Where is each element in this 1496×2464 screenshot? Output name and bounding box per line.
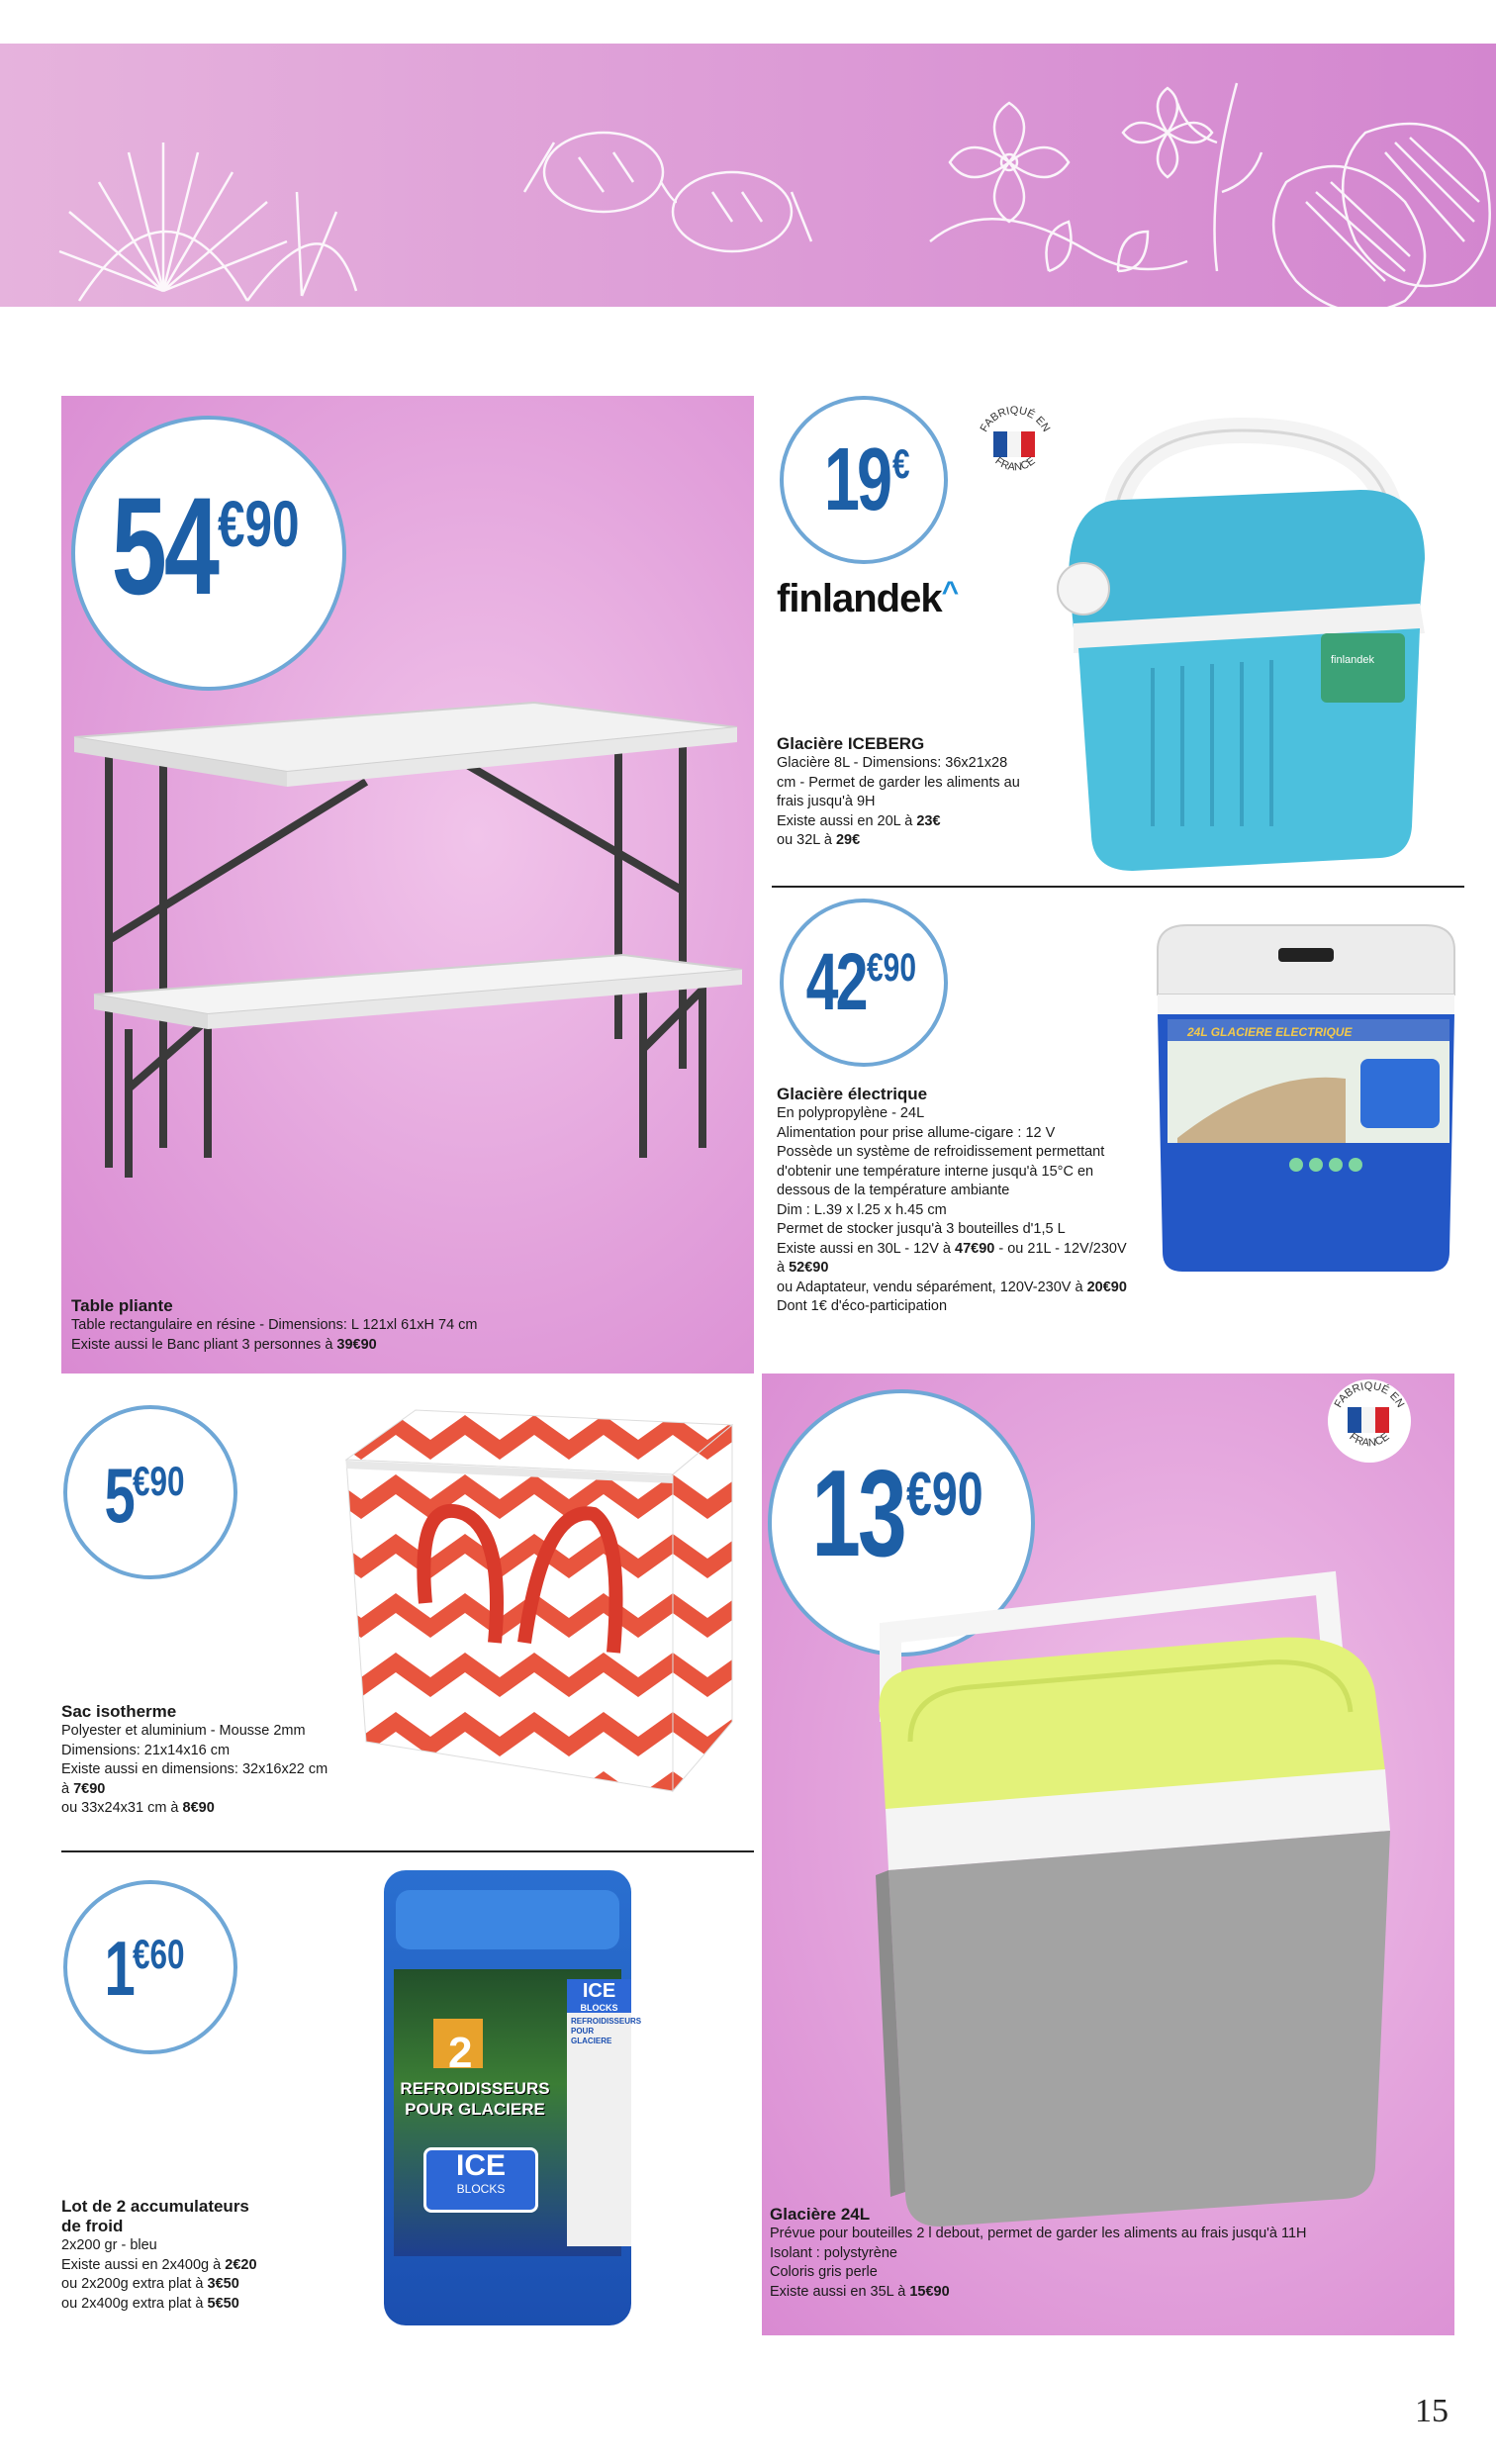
product-info-sac [61,1702,378,1819]
product-title: Glacière électrique [777,1085,928,1103]
variant-price: 23€ [916,812,941,829]
price-badge-accumulateurs [63,1880,237,2054]
cooler-24l-image [851,1544,1435,2236]
product-description: Polyester et aluminium - Mousse 2mm Dimensions: 21x14x16 cm Existe aussi en dimensions: 32x16x22 cm à 7€90 ou 33x24x31 cm à 8€90 [61,1723,328,1816]
variant-price: 20€90 [1086,1279,1127,1295]
summer-illustration [0,44,1496,307]
product-info-table [71,1296,744,1355]
product-info-iceberg [777,734,1074,851]
flip-flops-icon [1273,124,1490,312]
price-badge-iceberg [780,396,948,564]
product-info-accumulateurs [61,2197,378,2314]
price-badge-electrique [780,899,948,1067]
sunglasses-icon [524,133,811,251]
price-decimal: €60 [132,1931,185,1977]
folding-table-image [69,693,752,1187]
iceberg-cooler-image [1044,411,1440,886]
pack-line-1: REFROIDISSEURS [400,2079,550,2098]
pack-side-text: REFROIDISSEURS POUR GLACIERE [571,2017,642,2045]
pack-count: 2 [448,2029,473,2077]
price-integer: 19 [824,430,890,529]
pack-line-2: POUR GLACIERE [405,2100,545,2119]
brand-logo-finlandek: finlandek^ [777,576,959,620]
product-description: Table rectangulaire en résine - Dimensions: L 121xl 61xH 74 cm Existe aussi le Banc pliant 3 personnes à 39€90 [71,1317,478,1353]
product-title: Sac isotherme [61,1702,177,1721]
price-badge-table [71,416,346,691]
variant-price: 47€90 [955,1240,995,1257]
price-decimal: €90 [867,946,917,990]
variant-price: 2€20 [225,2256,257,2273]
svg-text:FRANCE: FRANCE [992,454,1038,474]
divider [61,1850,754,1852]
price-integer: 42 [805,937,866,1027]
svg-text:24L GLACIERE ELECTRIQUE: 24L GLACIERE ELECTRIQUE [1187,1025,1353,1039]
price-badge-sac [63,1405,237,1579]
divider [772,886,1464,888]
variant-price: 39€90 [336,1336,377,1353]
product-description: Glacière 8L - Dimensions: 36x21x28 cm - Permet de garder les aliments au frais jusqu'à 9H Existe aussi en 20L à 23€ ou 32L à 29€ [777,755,1020,848]
price-integer: 13 [811,1446,905,1582]
variant-price: 52€90 [789,1260,829,1276]
ice-pack-image: 2 REFROIDISSEURS POUR GLACIERE ICE BLOCKS ICE BLOCKS REFROIDISSEURS POUR GLACIERE [384,1870,631,2325]
product-info-electrique [777,1085,1331,1317]
palm-leaf-icon [59,142,356,301]
svg-text:finlandek: finlandek [1331,654,1375,666]
pack-side-logo: ICE [582,1980,616,2002]
page-number: 15 [1415,2393,1449,2429]
product-info-glaciere24 [770,2205,1443,2302]
ice-blocks-logo: ICE BLOCKS [423,2147,538,2213]
product-title: Glacière ICEBERG [777,734,925,753]
variant-price: 7€90 [73,1780,106,1797]
price-decimal: €90 [906,1461,983,1529]
svg-text:FABRIQUÉ EN: FABRIQUÉ EN [1332,1379,1407,1410]
variant-price: 5€50 [207,2295,239,2312]
header-banner [0,44,1496,307]
price-integer: 54 [111,468,218,623]
price-decimal: €90 [132,1458,185,1504]
product-description: 2x200 gr - bleu Existe aussi en 2x400g à 2€20 ou 2x200g extra plat à 3€50 ou 2x400g extra plat à 5€50 [61,2237,257,2312]
product-title: Lot de 2 accumulateurs de froid [61,2197,249,2235]
product-title: Table pliante [71,1296,173,1315]
svg-text:FRANCE: FRANCE [1347,1430,1392,1450]
variant-price: 8€90 [182,1800,215,1816]
variant-price: 29€ [835,832,861,848]
flower-icon [930,83,1262,271]
svg-text:FABRIQUÉ EN: FABRIQUÉ EN [978,404,1053,434]
cooler-bag-image [327,1405,742,1801]
product-description: Prévue pour bouteilles 2 l debout, permet de garder les aliments au frais jusqu'à 11H Isolant : polystyrène Coloris gris perle Existe aussi en 35L à 15€90 [770,2226,1307,2300]
variant-price: 3€50 [207,2276,239,2292]
price-decimal: € [892,440,910,487]
chevron-up-icon: ^ [941,576,959,609]
product-title: Glacière 24L [770,2205,871,2224]
price-decimal: €90 [217,487,300,560]
made-in-france-badge [1326,1377,1413,1465]
variant-price: 15€90 [909,2283,950,2300]
product-description: En polypropylène - 24L Alimentation pour prise allume-cigare : 12 V Possède un système de refroidissement permettant d'obtenir une température interne jusqu'à 15°C en dessous de la température ambiante Dim : L.39 x l.25 x h.45 cm Permet de stocker jusqu'à 3 bouteilles d'1,5 L Existe aussi en 30L - 12V à 47€90 - ou 21L - 12V/230V à 52€90 ou Adaptateur, vendu séparément, 120V-230V à 20€90 Dont 1€ d'éco-participation [777,1105,1127,1314]
price-integer: 5 [104,1452,134,1539]
price-integer: 1 [104,1925,134,2012]
